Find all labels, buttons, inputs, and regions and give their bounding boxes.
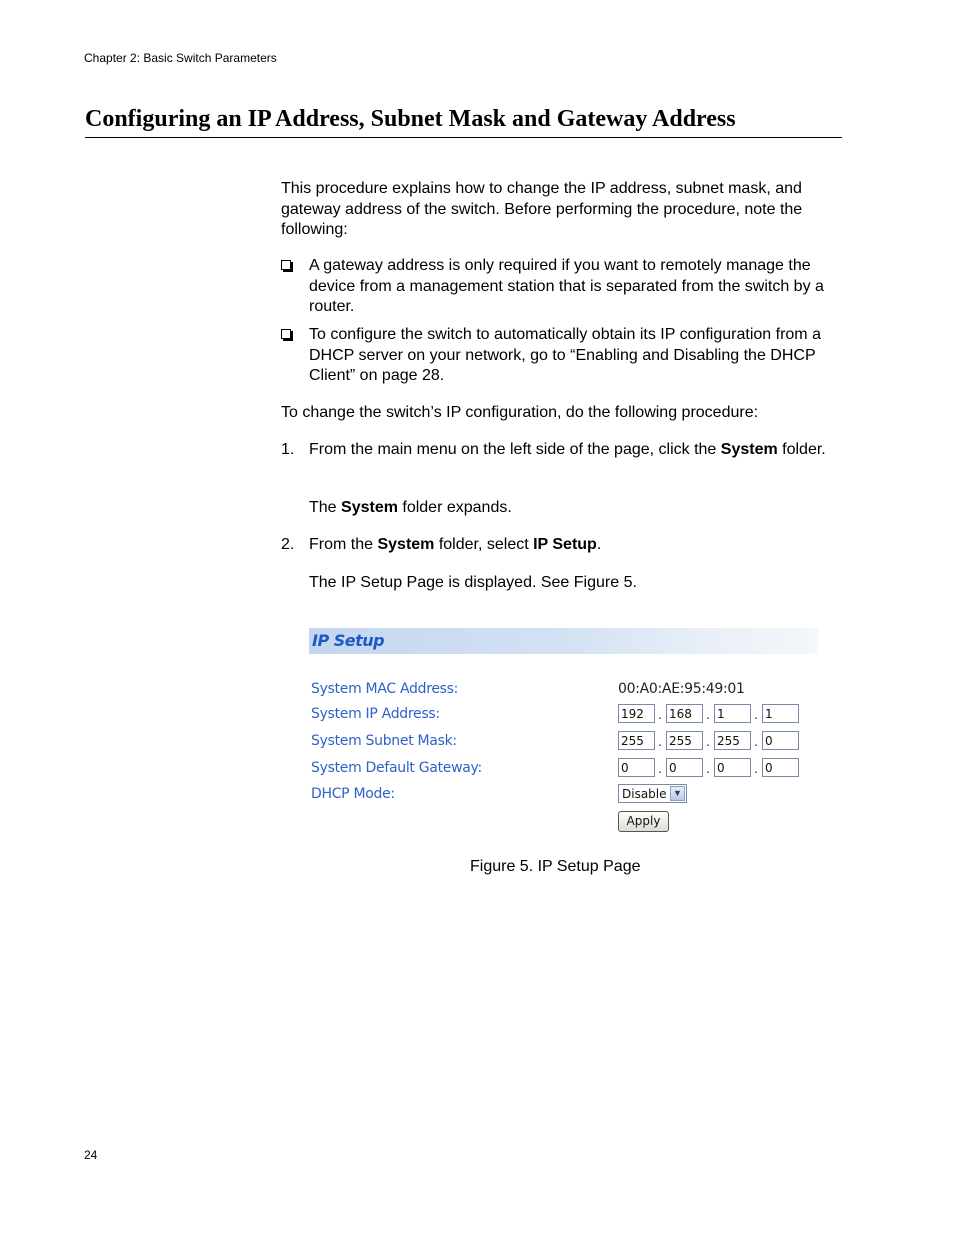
figure-heading: IP Setup: [312, 631, 385, 650]
ip-label: System IP Address:: [311, 706, 440, 722]
octet-separator: .: [754, 735, 758, 749]
section-title: Configuring an IP Address, Subnet Mask and Gateway Address: [85, 106, 842, 138]
step-bold-term: IP Setup: [533, 536, 597, 553]
octet-separator: .: [706, 735, 710, 749]
octet-separator: .: [658, 708, 662, 722]
step-text-part: folder.: [777, 441, 826, 458]
step-text-part: folder, select: [434, 536, 534, 553]
ip-octet-4[interactable]: 1: [762, 704, 799, 723]
figure-caption: Figure 5. IP Setup Page: [470, 858, 641, 875]
step-text: [309, 440, 843, 461]
octet-separator: .: [658, 735, 662, 749]
dhcp-mode-value: Disable: [622, 787, 667, 801]
dhcp-label: DHCP Mode:: [311, 786, 395, 802]
ip-octet-3[interactable]: 1: [714, 704, 751, 723]
ip-octet-1[interactable]: 192: [618, 704, 655, 723]
step-number: 1.: [281, 441, 295, 458]
bullet-text: A gateway address is only required if you want to remotely manage the device from a management station that is separated from the switch by a router.: [309, 257, 824, 315]
result-text-part: The: [309, 499, 342, 516]
checkbox-bullet-icon: [281, 260, 291, 270]
step-text: [309, 535, 843, 556]
figure-heading-bar: [309, 628, 818, 654]
gateway-octet-4[interactable]: 0: [762, 758, 799, 777]
mask-octet-1[interactable]: 255: [618, 731, 655, 750]
ip-setup-figure: [304, 628, 818, 838]
apply-button[interactable]: Apply: [618, 811, 669, 832]
mask-octet-3[interactable]: 255: [714, 731, 751, 750]
bullet-item: [281, 256, 843, 318]
gateway-octet-2[interactable]: 0: [666, 758, 703, 777]
bullet-text: To configure the switch to automatically obtain its IP configuration from a DHCP server on your network, go to “Enabling and Disabling the DHCP Client” on page 28.: [309, 326, 821, 384]
octet-separator: .: [754, 708, 758, 722]
mask-octet-4[interactable]: 0: [762, 731, 799, 750]
mac-value: 00:A0:AE:95:49:01: [618, 681, 745, 697]
octet-separator: .: [706, 708, 710, 722]
step-bold-term: System: [377, 536, 435, 553]
step-text-part: From the: [309, 536, 378, 553]
mask-label: System Subnet Mask:: [311, 733, 457, 749]
page-number: 24: [84, 1148, 98, 1162]
octet-separator: .: [706, 762, 710, 776]
chevron-down-icon[interactable]: ▼: [670, 786, 685, 801]
lead-paragraph: To change the switch’s IP configuration, do the following procedure:: [281, 404, 759, 421]
step-bold-term: System: [720, 441, 778, 458]
gateway-label: System Default Gateway:: [311, 760, 482, 776]
gateway-octet-3[interactable]: 0: [714, 758, 751, 777]
octet-separator: .: [754, 762, 758, 776]
step-2-result: The IP Setup Page is displayed. See Figure 5.: [309, 574, 637, 591]
chapter-header: Chapter 2: Basic Switch Parameters: [84, 51, 277, 65]
step-text-part: .: [596, 536, 602, 553]
gateway-octet-1[interactable]: 0: [618, 758, 655, 777]
ip-octet-2[interactable]: 168: [666, 704, 703, 723]
step-2: [281, 535, 843, 556]
step-text-part: From the main menu on the left side of the page, click the: [309, 441, 721, 458]
checkbox-bullet-icon: [281, 329, 291, 339]
result-text-part: folder expands.: [397, 499, 512, 516]
step-number: 2.: [281, 536, 295, 553]
step-1: [281, 440, 843, 461]
bullet-item: [281, 325, 843, 387]
result-bold-term: System: [341, 499, 398, 516]
dhcp-mode-select[interactable]: [618, 784, 687, 803]
intro-paragraph: This procedure explains how to change the IP address, subnet mask, and gateway address of the switch. Before performing the procedure, note the following:: [281, 180, 803, 238]
step-1-result: [309, 498, 843, 519]
octet-separator: .: [658, 762, 662, 776]
mac-label: System MAC Address:: [311, 681, 459, 697]
mask-octet-2[interactable]: 255: [666, 731, 703, 750]
